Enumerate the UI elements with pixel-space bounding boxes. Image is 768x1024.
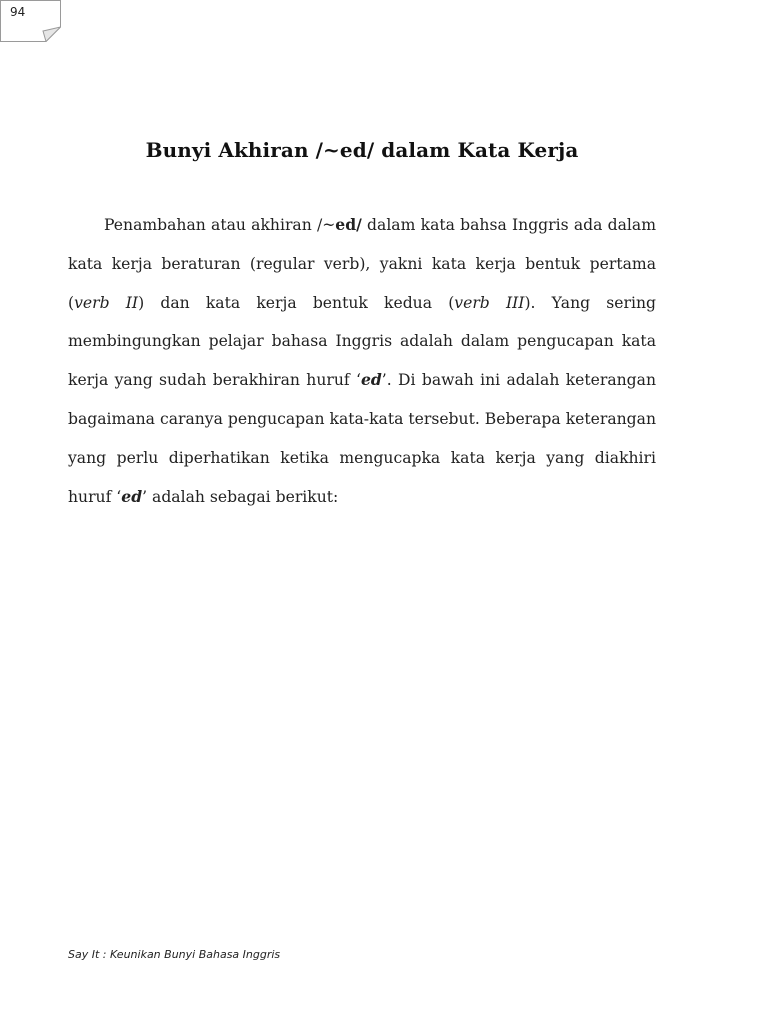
paragraph-text: ). Yang sering membingungkan pelajar bahasa Inggris adalah dalam pengucapan kata kerja yang sudah berakhiran huruf ‘ [68, 293, 656, 390]
paragraph-text: ’. Di bawah ini adalah keterangan bagaimana caranya pengucapan kata-kata tersebut. Beberapa keterangan yang perlu diperhatikan ketika mengucapka kata kerja yang diakhiri huruf ‘ [68, 371, 656, 506]
paragraph-text: Penambahan atau akhiran /~ [104, 216, 336, 234]
term-verb-ii: verb II [74, 293, 139, 312]
term-verb-iii: verb III [454, 293, 525, 312]
body-paragraph [68, 206, 656, 516]
page-number: 94 [10, 5, 26, 19]
book-footer: Say It : Keunikan Bunyi Bahasa Inggris [68, 948, 281, 961]
paragraph-text: ) dan kata kerja bentuk kedua ( [138, 293, 455, 312]
page-number-tab [0, 0, 61, 42]
paragraph-text: dalam kata bahsa Inggris ada dalam kata kerja beraturan (regular verb), yakni kata kerja bentuk pertama ( [68, 216, 656, 312]
suffix-ed-bold: ed/ [335, 215, 362, 234]
section-title: Bunyi Akhiran /~ed/ dalam Kata Kerja [145, 138, 579, 162]
term-ed: ed [360, 370, 382, 390]
term-ed: ed [121, 486, 143, 506]
paragraph-text: ’ adalah sebagai berikut: [142, 487, 339, 506]
